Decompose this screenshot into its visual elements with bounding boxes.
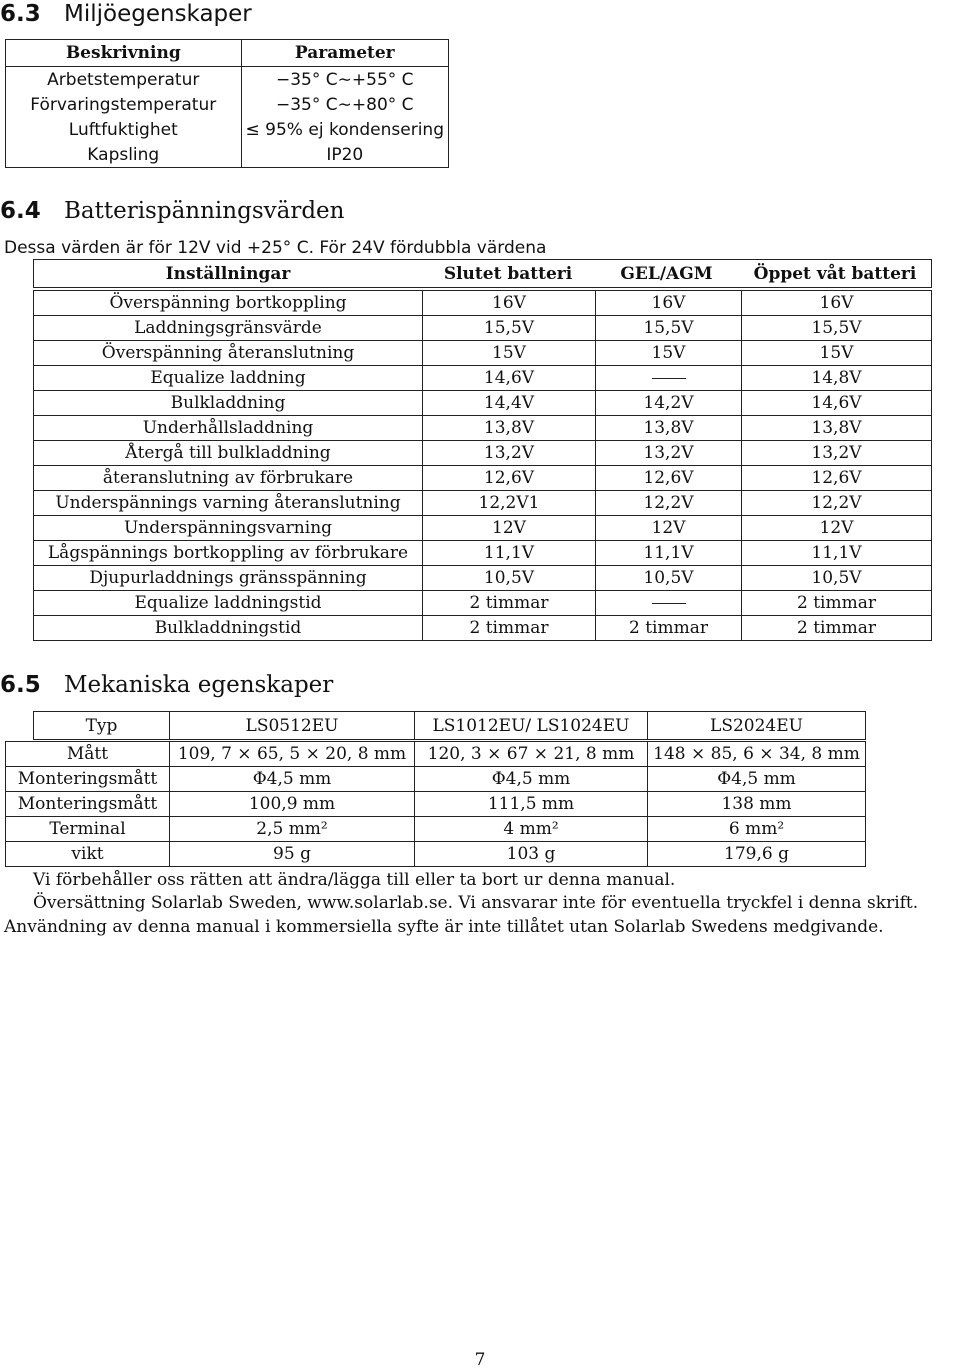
intro-paragraph: Dessa värden är för 12V vid +25° C. För 24V fördubbla värdena bbox=[4, 238, 547, 258]
table-cell: Bulkladdningstid bbox=[34, 616, 423, 641]
table-cell: 2 timmar bbox=[423, 591, 596, 616]
table-cell: 4 mm² bbox=[415, 817, 648, 842]
table-row bbox=[6, 767, 866, 792]
table-cell: 148 × 85, 6 × 34, 8 mm bbox=[648, 742, 866, 767]
table-cell: 14,4V bbox=[423, 391, 596, 416]
table-cell: 16V bbox=[423, 291, 596, 316]
table-row bbox=[6, 92, 449, 117]
column-header: Slutet batteri bbox=[422, 260, 594, 288]
table-cell: Monteringsmått bbox=[6, 792, 170, 817]
table-cell: 109, 7 × 65, 5 × 20, 8 mm bbox=[170, 742, 415, 767]
table-cell: återanslutning av förbrukare bbox=[34, 466, 423, 491]
table-row bbox=[34, 491, 932, 516]
table-cell: Equalize laddningstid bbox=[34, 591, 423, 616]
table-cell: 12,6V bbox=[742, 466, 932, 491]
table-cell: Överspänning bortkoppling bbox=[34, 291, 423, 316]
table-cell: 15V bbox=[423, 341, 596, 366]
column-header: Inställningar bbox=[34, 260, 423, 288]
table-header-row bbox=[34, 260, 932, 288]
section-title: Batterispänningsvärden bbox=[64, 198, 345, 224]
table-cell: 13,8V bbox=[742, 416, 932, 441]
column-header: LS0512EU bbox=[170, 712, 415, 740]
table-row bbox=[6, 792, 866, 817]
table-row bbox=[6, 842, 866, 867]
table-row bbox=[34, 416, 932, 441]
table-cell: 11,1V bbox=[596, 541, 742, 566]
table-cell: Återgå till bulkladdning bbox=[34, 441, 423, 466]
table-cell: IP20 bbox=[241, 142, 448, 168]
table-row bbox=[6, 117, 449, 142]
table-row bbox=[34, 466, 932, 491]
table-cell: 12,2V1 bbox=[423, 491, 596, 516]
table-cell: −35° C∼+55° C bbox=[241, 67, 448, 93]
footer-line: Vi förbehåller oss rätten att ändra/lägga till eller ta bort ur denna manual. bbox=[33, 870, 676, 890]
table-cell: 103 g bbox=[415, 842, 648, 867]
table-cell: 16V bbox=[742, 291, 932, 316]
table-cell: 6 mm² bbox=[648, 817, 866, 842]
table-cell: 138 mm bbox=[648, 792, 866, 817]
column-header: LS2024EU bbox=[648, 712, 866, 740]
mechanical-table-header bbox=[33, 711, 866, 740]
table-cell: 13,8V bbox=[596, 416, 742, 441]
table-cell: 13,2V bbox=[742, 441, 932, 466]
dash-rule bbox=[652, 378, 686, 379]
table-cell: 95 g bbox=[170, 842, 415, 867]
table-cell: Underspänningsvarning bbox=[34, 516, 423, 541]
table-row bbox=[34, 391, 932, 416]
mechanical-table bbox=[5, 741, 866, 867]
table-row bbox=[34, 316, 932, 341]
table-cell bbox=[596, 366, 742, 391]
table-cell: 16V bbox=[596, 291, 742, 316]
table-cell: Djupurladdnings gränsspänning bbox=[34, 566, 423, 591]
table-header-row bbox=[6, 40, 449, 67]
table-cell: Mått bbox=[6, 742, 170, 767]
footer-line: Översättning Solarlab Sweden, www.solarlab.se. Vi ansvarar inte för eventuella tryckfel i denna skrift. bbox=[33, 893, 919, 913]
table-cell: 15V bbox=[596, 341, 742, 366]
table-row bbox=[34, 441, 932, 466]
table-cell: 12,6V bbox=[596, 466, 742, 491]
table-cell: Underspännings varning återanslutning bbox=[34, 491, 423, 516]
section-number: 6.5 bbox=[0, 672, 41, 698]
table-cell: 120, 3 × 67 × 21, 8 mm bbox=[415, 742, 648, 767]
table-cell: 12V bbox=[742, 516, 932, 541]
table-cell: 11,1V bbox=[742, 541, 932, 566]
voltage-table-header bbox=[33, 259, 932, 288]
table-row bbox=[34, 291, 932, 316]
table-cell: Luftfuktighet bbox=[6, 117, 242, 142]
table-row bbox=[6, 142, 449, 168]
table-row bbox=[34, 516, 932, 541]
table-cell: 13,8V bbox=[423, 416, 596, 441]
table-cell: ≤ 95% ej kondensering bbox=[241, 117, 448, 142]
table-cell: 14,8V bbox=[742, 366, 932, 391]
column-header: GEL/AGM bbox=[594, 260, 739, 288]
table-cell: 13,2V bbox=[423, 441, 596, 466]
table-row bbox=[34, 341, 932, 366]
table-cell: 15,5V bbox=[742, 316, 932, 341]
table-cell: 100,9 mm bbox=[170, 792, 415, 817]
section-heading-voltage bbox=[0, 197, 344, 225]
table-row bbox=[34, 366, 932, 391]
table-cell: Bulkladdning bbox=[34, 391, 423, 416]
table-cell: Arbetstemperatur bbox=[6, 67, 242, 93]
table-cell: 15V bbox=[742, 341, 932, 366]
table-cell: Φ4,5 mm bbox=[648, 767, 866, 792]
section-heading-environment bbox=[0, 0, 252, 28]
table-row bbox=[6, 67, 449, 93]
table-cell: Lågspännings bortkoppling av förbrukare bbox=[34, 541, 423, 566]
environment-table bbox=[5, 39, 449, 168]
table-cell: 2 timmar bbox=[742, 616, 932, 641]
table-cell: Kapsling bbox=[6, 142, 242, 168]
section-number: 6.4 bbox=[0, 198, 41, 224]
table-header-row bbox=[34, 712, 866, 740]
column-header: Beskrivning bbox=[6, 40, 242, 67]
table-cell: 12V bbox=[423, 516, 596, 541]
section-heading-mechanical bbox=[0, 671, 333, 699]
table-cell: Terminal bbox=[6, 817, 170, 842]
table-cell: 12,2V bbox=[742, 491, 932, 516]
table-cell: 14,6V bbox=[742, 391, 932, 416]
table-cell bbox=[596, 591, 742, 616]
table-row bbox=[34, 541, 932, 566]
table-row bbox=[34, 566, 932, 591]
table-cell: 14,6V bbox=[423, 366, 596, 391]
section-title: Mekaniska egenskaper bbox=[64, 672, 334, 698]
table-cell: Laddningsgränsvärde bbox=[34, 316, 423, 341]
column-header: LS1012EU/ LS1024EU bbox=[415, 712, 648, 740]
table-cell: −35° C∼+80° C bbox=[241, 92, 448, 117]
table-row bbox=[6, 742, 866, 767]
table-cell: 15,5V bbox=[596, 316, 742, 341]
table-cell: 179,6 g bbox=[648, 842, 866, 867]
table-row bbox=[34, 616, 932, 641]
table-cell: Equalize laddning bbox=[34, 366, 423, 391]
table-cell: 10,5V bbox=[742, 566, 932, 591]
table-cell: Förvaringstemperatur bbox=[6, 92, 242, 117]
table-cell: Φ4,5 mm bbox=[170, 767, 415, 792]
table-cell: vikt bbox=[6, 842, 170, 867]
footer-line: Användning av denna manual i kommersiella syfte är inte tillåtet utan Solarlab Swedens medgivande. bbox=[4, 917, 884, 937]
table-cell: 12,6V bbox=[423, 466, 596, 491]
table-cell: Φ4,5 mm bbox=[415, 767, 648, 792]
table-row bbox=[34, 591, 932, 616]
table-cell: 15,5V bbox=[423, 316, 596, 341]
section-title: Miljöegenskaper bbox=[64, 1, 252, 27]
voltage-table bbox=[33, 290, 932, 641]
table-cell: 2 timmar bbox=[423, 616, 596, 641]
section-number: 6.3 bbox=[0, 1, 41, 27]
table-cell: 10,5V bbox=[596, 566, 742, 591]
table-cell: Överspänning återanslutning bbox=[34, 341, 423, 366]
table-cell: 111,5 mm bbox=[415, 792, 648, 817]
table-cell: 12,2V bbox=[596, 491, 742, 516]
column-header: Öppet våt batteri bbox=[739, 260, 932, 288]
table-cell: 10,5V bbox=[423, 566, 596, 591]
table-cell: 14,2V bbox=[596, 391, 742, 416]
table-cell: 2 timmar bbox=[742, 591, 932, 616]
table-row bbox=[6, 817, 866, 842]
table-cell: 13,2V bbox=[596, 441, 742, 466]
column-header: Parameter bbox=[241, 40, 448, 67]
table-cell: Monteringsmått bbox=[6, 767, 170, 792]
table-cell: Underhållsladdning bbox=[34, 416, 423, 441]
column-header: Typ bbox=[34, 712, 170, 740]
page-number: 7 bbox=[474, 1350, 486, 1370]
table-cell: 11,1V bbox=[423, 541, 596, 566]
table-cell: 2,5 mm² bbox=[170, 817, 415, 842]
dash-rule bbox=[652, 603, 686, 604]
table-cell: 2 timmar bbox=[596, 616, 742, 641]
table-cell: 12V bbox=[596, 516, 742, 541]
